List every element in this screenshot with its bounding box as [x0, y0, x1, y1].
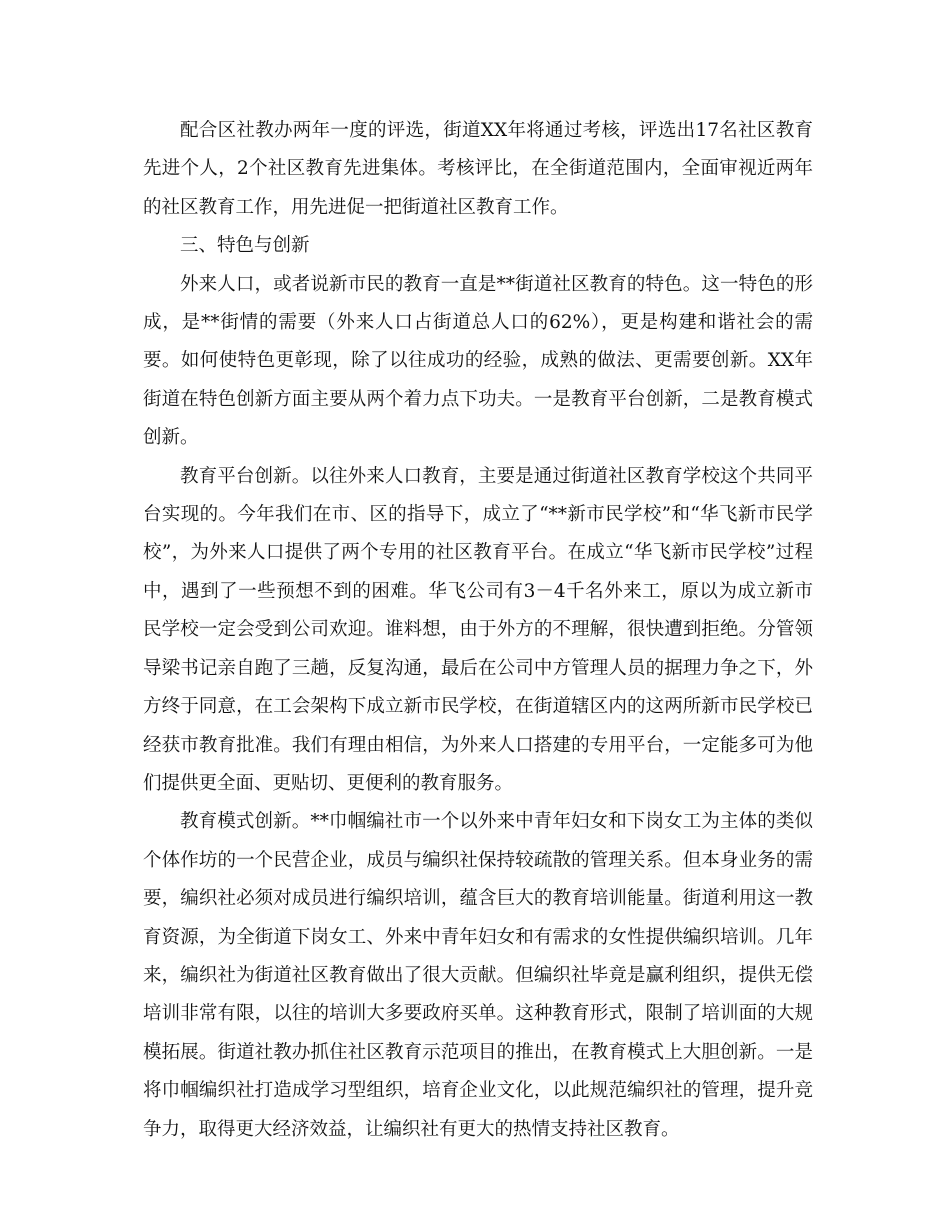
section-heading-features-innovation: 三、特色与创新: [180, 235, 310, 257]
paragraph-migrant-education: 外来人口，或者说新市民的教育一直是**街道社区教育的特色。这一特色的形成，是**街情的需要（外来人口占街道总人口的62%），更是构建和谐社会的需要。如何使特色更彰现，除了以往成功的经验，成熟的做法、更需要创新。XX年街道在特色创新方面主要从两个着力点下功夫。一是教育平台创新，二是教育模式创新。: [143, 273, 813, 449]
document-page: [143, 112, 813, 1149]
paragraph-evaluation: 配合区社教办两年一度的评选，街道XX年将通过考核，评选出17名社区教育先进个人，2个社区教育先进集体。考核评比，在全街道范围内，全面审视近两年的社区教育工作，用先进促一把街道社区教育工作。: [143, 120, 813, 218]
paragraph-platform-innovation: 教育平台创新。以往外来人口教育，主要是通过街道社区教育学校这个共同平台实现的。今年我们在市、区的指导下，成立了“**新市民学校”和“华飞新市民学校”，为外来人口提供了两个专用的社区教育平台。在成立“华飞新市民学校”过程中，遇到了一些预想不到的困难。华飞公司有3－4千名外来工，原以为成立新市民学校一定会受到公司欢迎。谁料想，由于外方的不理解，很快遭到拒绝。分管领导梁书记亲自跑了三趟，反复沟通，最后在公司中方管理人员的据理力争之下，外方终于同意，在工会架构下成立新市民学校，在街道辖区内的这两所新市民学校已经获市教育批准。我们有理由相信，为外来人口搭建的专用平台，一定能多可为他们提供更全面、更贴切、更便利的教育服务。: [143, 465, 813, 794]
paragraph-model-innovation: 教育模式创新。**巾帼编社市一个以外来中青年妇女和下岗女工为主体的类似个体作坊的一个民营企业，成员与编织社保持较疏散的管理关系。但本身业务的需要，编织社必须对成员进行编织培训，蕴含巨大的教育培训能量。街道利用这一教育资源，为全街道下岗女工、外来中青年妇女和有需求的女性提供编织培训。几年来，编织社为街道社区教育做出了很大贡献。但编织社毕竟是赢利组织，提供无偿培训非常有限，以往的培训大多要政府买单。这种教育形式，限制了培训面的大规模拓展。街道社教办抓住社区教育示范项目的推出，在教育模式上大胆创新。一是将巾帼编织社打造成学习型组织，培育企业文化，以此规范编织社的管理，提升竞争力，取得更大经济效益，让编织社有更大的热情支持社区教育。: [143, 811, 813, 1140]
